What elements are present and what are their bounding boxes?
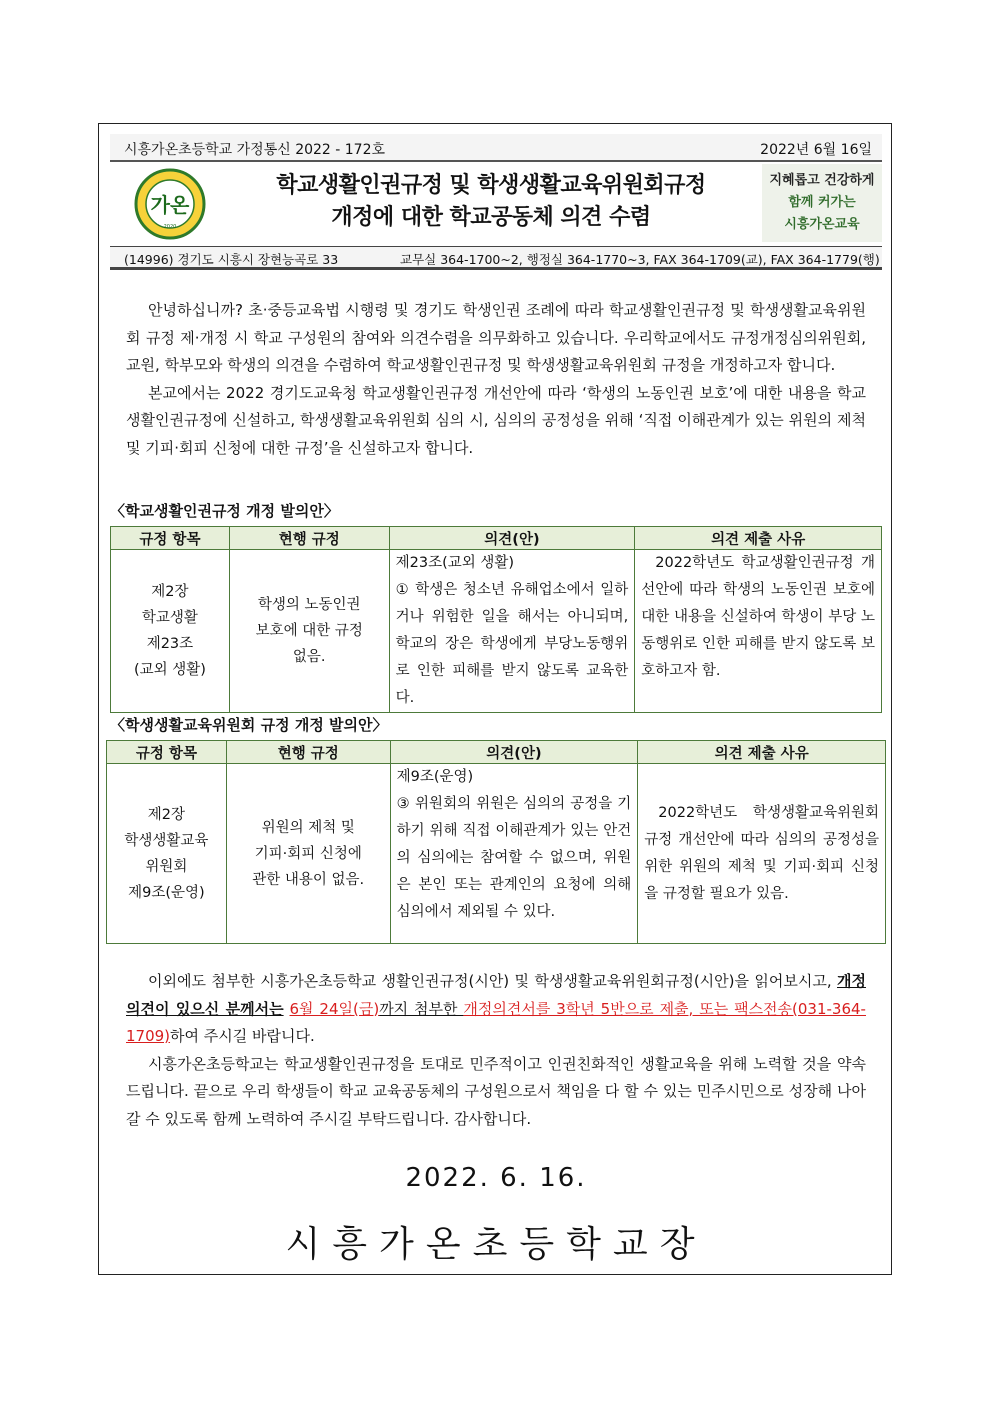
intro-text	[126, 297, 866, 462]
address-bar	[110, 246, 882, 270]
logo-text: 가온	[150, 193, 190, 217]
newsletter-header-bar	[110, 134, 882, 162]
closing-paragraph-1: 이외에도 첨부한 시흥가온초등학교 생활인권규정(시안) 및 학생생활교육위원회규정(시안)을 읽어보시고, 개정의견이 있으신 분께서는 6월 24일(금)까지 첨부한 개정의견서를 3학년 5반으로 제출, 또는 팩스전송(031-364-1709)하여 주시길 바랍니다.	[126, 972, 866, 1045]
cell-reason	[638, 764, 886, 944]
cell-opinion	[390, 764, 638, 944]
closing-text	[126, 968, 866, 1133]
logo-year: 2020	[163, 224, 177, 230]
section1-table	[110, 526, 882, 713]
issue-date: 2022년 6월 16일	[760, 142, 872, 158]
school-slogan	[762, 164, 882, 242]
slogan-line-3: 시흥가온교육	[784, 217, 860, 232]
header-reason: 의견 제출 사유	[635, 527, 882, 550]
reason-text: 2022학년도 학생생활교육위원회 규정 개선안에 따라 심의의 공정성을 위한 위원의 제척 및 기피·회피 신청을 규정할 필요가 있음.	[644, 804, 879, 902]
table-header-row	[111, 527, 882, 550]
opinion-text: ① 학생은 청소년 유해업소에서 일하거나 위험한 일을 해서는 아니되며, 학교의 장은 학생에게 부당노동행위로 인한 피해를 받지 않도록 교육한다.	[395, 582, 629, 706]
closing-paragraph-2: 시흥가온초등학교는 학교생활인권규정을 토대로 민주적이고 인권친화적인 생활교육을 위해 노력할 것을 약속드립니다. 끝으로 우리 학생들이 학교 교육공동체의 구성원으로서 책임을 다 할 수 있는 민주시민으로 성장해 나아갈 수 있도록 함께 노력하여 주시길 부탁드립니다. 감사합니다.	[126, 1054, 866, 1128]
opinion-text: ③ 위원회의 위원은 심의의 공정을 기하기 위해 직접 이해관계가 있는 안건의 심의에는 참여할 수 없으며, 위원은 본인 또는 관계인의 요청에 의해 심의에서 제외될 수 있다.	[396, 796, 632, 920]
header-item: 규정 항목	[107, 741, 227, 764]
submission-method: 개정의견서를 3학년 5반으로 제출, 또는 팩스전송(031-364-1709)	[126, 999, 866, 1045]
section2-table	[106, 740, 886, 944]
school-address: (14996) 경기도 시흥시 장현능곡로 33	[124, 252, 339, 267]
header-opinion: 의견(안)	[390, 741, 638, 764]
header-current: 현행 규정	[226, 741, 390, 764]
opinion-title: 제23조(교외 생활)	[395, 555, 515, 571]
header-opinion: 의견(안)	[389, 527, 635, 550]
header-current: 현행 규정	[229, 527, 389, 550]
principal-signature: 시흥가온초등학교장	[285, 1224, 707, 1265]
slogan-line-1: 지혜롭고 건강하게	[769, 173, 875, 188]
table-header-row	[107, 741, 886, 764]
intro-paragraph-2: 본교에서는 2022 경기도교육청 학교생활인권규정 개선안에 따라 ‘학생의 노동인권 보호’에 대한 내용을 학교생활인권규정에 신설하고, 학생생활교육위원회 심의 시, 심의의 공정성을 위해 ‘직접 이해관계가 있는 위원의 제척 및 기피·회피 신청에 대한 규정’을 신설하고자 합니다.	[126, 383, 866, 457]
school-contact: 교무실 364-1700~2, 행정실 364-1770~3, FAX 364-1709(교), FAX 364-1779(행)	[400, 252, 880, 267]
header-reason: 의견 제출 사유	[638, 741, 886, 764]
opinion-title: 제9조(운영)	[396, 769, 474, 785]
cell-item: 제2장 학교생활 제23조 (교외 생활)	[111, 550, 230, 713]
cell-current: 위원의 제척 및 기피·회피 신청에 관한 내용이 없음.	[226, 764, 390, 944]
cell-reason	[635, 550, 882, 713]
title-line-1: 학교생활인권규정 및 학생생활교육위원회규정	[276, 173, 706, 198]
header-item: 규정 항목	[111, 527, 230, 550]
document-date: 2022. 6. 16.	[405, 1163, 587, 1193]
table-row	[111, 550, 882, 713]
deadline-date: 6월 24일(금)	[289, 999, 380, 1018]
page-title	[218, 170, 764, 234]
section1-heading: 〈학교생활인권규정 개정 발의안〉	[110, 502, 339, 520]
section2-heading: 〈학생생활교육위원회 규정 개정 발의안〉	[110, 716, 388, 734]
intro-paragraph-1: 안녕하십니까? 초·중등교육법 시행령 및 경기도 학생인권 조례에 따라 학교생활인권규정 및 학생생활교육위원회 규정 제·개정 시 학교 구성원의 참여와 의견수렴을 의무화하고 있습니다. 우리학교에서도 규정개정심의위원회, 교원, 학부모와 학생의 의견을 수렴하여 학교생활인권규정 및 학생생활교육위원회 규정을 개정하고자 합니다.	[126, 301, 866, 374]
cell-current: 학생의 노동인권 보호에 대한 규정 없음.	[229, 550, 389, 713]
reason-text: 2022학년도 학교생활인권규정 개선안에 따라 학생의 노동인권 보호에 대한 내용을 신설하여 학생이 부당 노동행위로 인한 피해를 받지 않도록 보호하고자 함.	[641, 555, 875, 679]
newsletter-number: 시흥가온초등학교 가정통신 2022 - 172호	[124, 142, 386, 158]
cell-item: 제2장 학생생활교육 위원회 제9조(운영)	[107, 764, 227, 944]
slogan-line-2: 함께 커가는	[788, 195, 856, 210]
title-line-2: 개정에 대한 학교공동체 의견 수렴	[331, 205, 651, 230]
table-row	[107, 764, 886, 944]
deadline-notice: 개정의견이 있으신 분께서는	[126, 972, 866, 1018]
cell-opinion	[389, 550, 635, 713]
school-logo	[131, 168, 209, 240]
